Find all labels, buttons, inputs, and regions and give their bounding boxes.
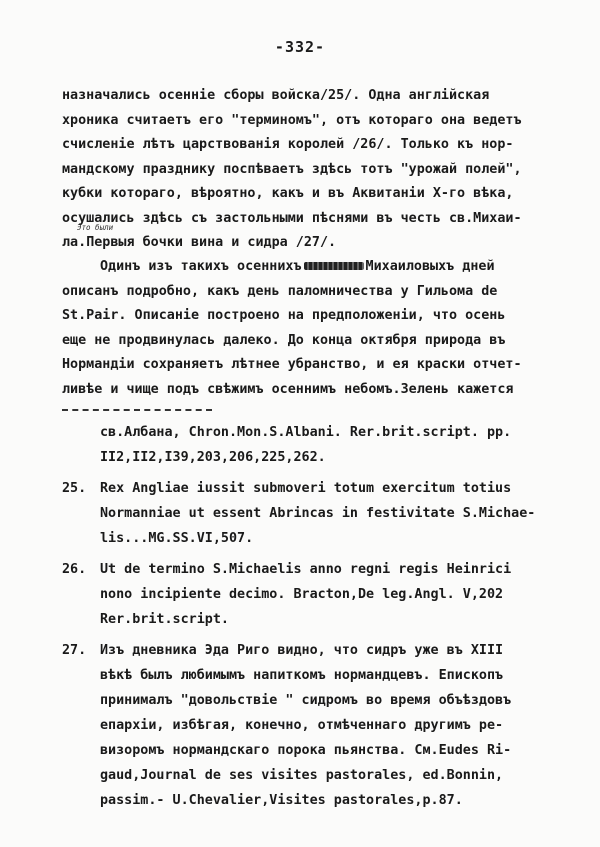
footnote-line: Rex Angliae iussit submoveri totum exercitum totius <box>100 481 512 496</box>
text-line: еще не продвинулась далеко. До конца октября природа въ <box>62 332 506 348</box>
text-line: Нормандiи сохраняетъ лѣтнее убранство, и ея краски отчет- <box>62 357 522 372</box>
main-text-paragraph-2 <box>62 255 562 402</box>
footnote-line: gaud,Journal de ses visites pastorales, ed.Bonnin, <box>100 768 504 783</box>
text-line: описанъ подробно, какъ день паломничества у Гильома de <box>62 283 498 299</box>
footnote-25 <box>62 476 582 551</box>
footnote-continuation <box>62 420 582 470</box>
text-line: осушались здѣсь съ застольными пѣснями въ честь св.Михаи- <box>62 210 522 226</box>
handwritten-annotation: Это были <box>77 223 114 232</box>
footnote-line: passim.- U.Chevalier,Visites pastorales,p.87. <box>100 793 463 808</box>
text-line: St.Pair. Описанiе построено на предположенiи, что осень <box>62 308 506 323</box>
text-line: ливѣе и чище подъ свѣжимъ осеннимъ небомъ.Зелень кажется <box>62 381 514 397</box>
footnote-line: lis...MG.SS.VI,507. <box>100 531 254 546</box>
footnote-27 <box>62 638 582 813</box>
struck-out-word <box>304 262 364 270</box>
footnote-line: вѣкѣ былъ любимымъ напиткомъ нормандцевъ. Епископъ <box>100 668 504 683</box>
line-start: ла. <box>62 235 87 250</box>
footnote-line: Rer.brit.script. <box>100 612 229 627</box>
footnote-line: принималъ "довольствiе " сидромъ во время объѣздовъ <box>100 693 512 708</box>
footnote-line: Изъ дневника Эда Риго видно, что сидръ уже въ XIII <box>100 643 504 658</box>
line-end: Михаиловыхъ дней <box>365 259 495 274</box>
text-line: хроника считаетъ его "терминомъ", отъ котораго она ведетъ <box>62 112 522 128</box>
footnote-line: св.Албана, Chron.Mon.S.Albani. Rer.brit.script. pp. <box>100 425 512 440</box>
footnote-line: Normanniae ut essent Abrincas in festivitate S.Michae- <box>100 506 536 521</box>
text-line: мандскому празднику поспѣваетъ здѣсь тотъ "урожай полей", <box>62 161 522 177</box>
text-line: счисленiе лѣтъ царствованiя королей /26/. Только къ нор- <box>62 137 514 152</box>
footnotes <box>62 420 582 819</box>
footnote-line: nono incipiente decimo. Bracton,De leg.Angl. V,202 <box>100 587 504 602</box>
text-line-with-annotation <box>62 223 562 256</box>
page-number: -332- <box>274 38 326 56</box>
line-start: Одинъ изъ такихъ осеннихъ <box>100 259 302 274</box>
footnote-number: 25. <box>62 481 87 496</box>
footnote-line: II2,II2,I39,203,206,225,262. <box>100 450 326 465</box>
footnote-line: епархiи, избѣгая, конечно, отмѣченнаго другимъ ре- <box>100 718 504 733</box>
text-line: кубки котораго, вѣроятно, какъ и въ Аквитанiи X-го вѣка, <box>62 186 514 201</box>
footnote-number: 27. <box>62 643 87 658</box>
main-text-paragraph-1 <box>62 84 562 256</box>
line-end: Первыя бочки вина и сидра /27/. <box>86 235 337 250</box>
footnote-line: Ut de termino S.Michaelis anno regni regis Heinrici <box>100 562 512 577</box>
text-line: назначались осеннiе сборы войска/25/. Одна англiйская <box>62 88 490 103</box>
text-line-with-strikeout <box>62 255 562 280</box>
footnote-separator <box>62 409 212 411</box>
footnote-line: визоромъ нормандскаго порока пьянства. См.Eudes Ri- <box>100 743 512 758</box>
footnote-number: 26. <box>62 562 87 577</box>
footnote-26 <box>62 557 582 632</box>
